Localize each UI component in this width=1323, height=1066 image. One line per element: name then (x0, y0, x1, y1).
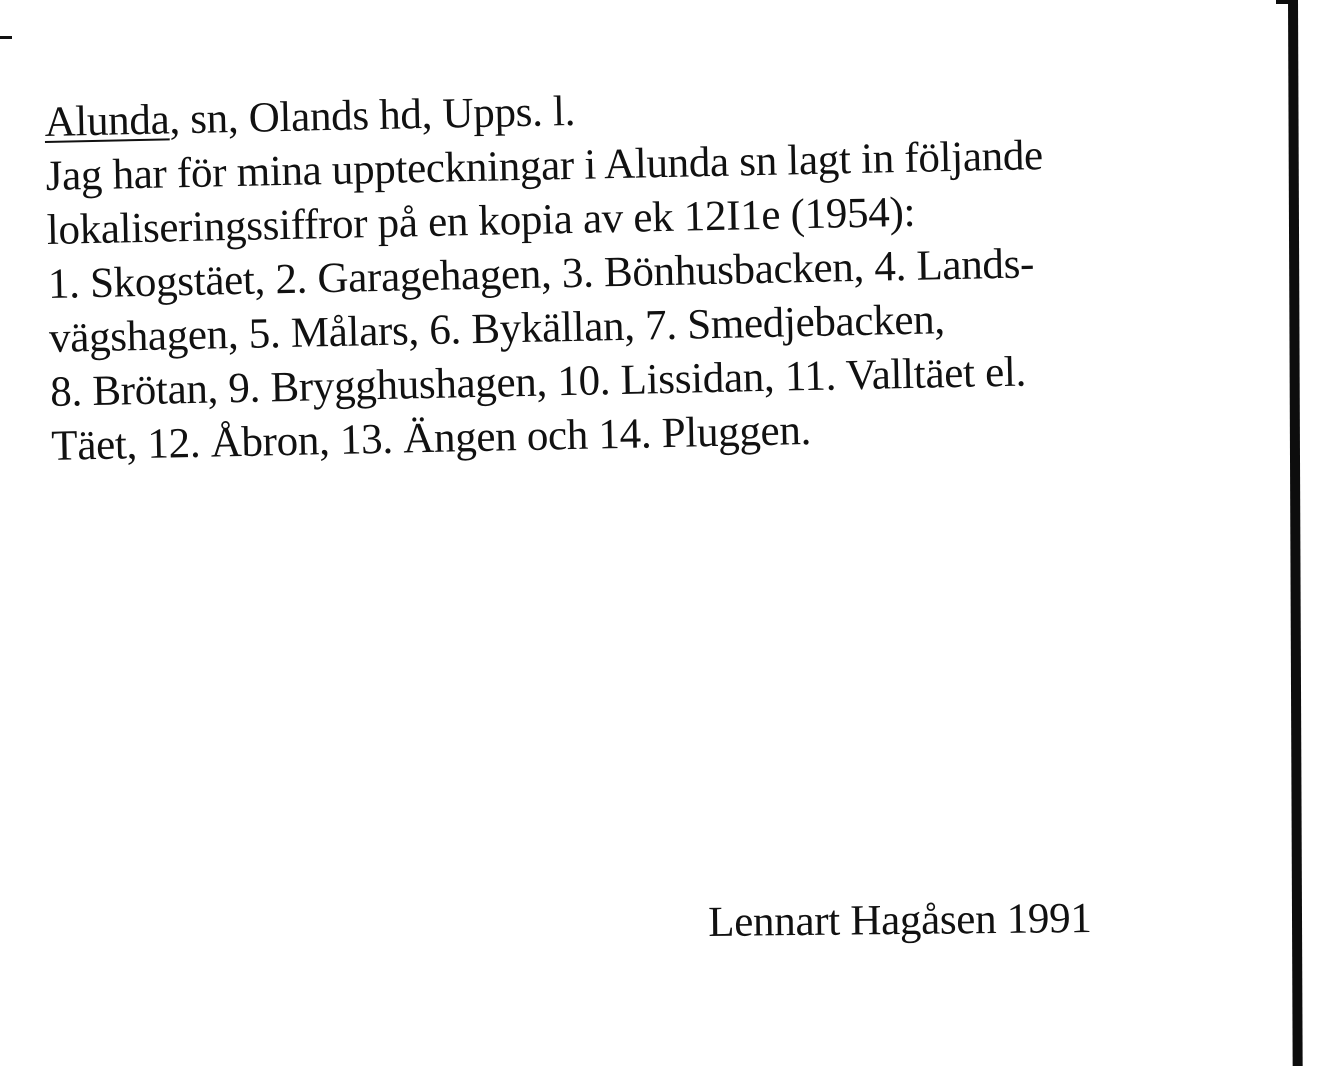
text-line-3: 1. Skogstäet, 2. Garagehagen, 3. Bönhusbacken, 4. Lands- (47, 240, 1035, 308)
card-body (44, 71, 1262, 474)
signature: Lennart Hagåsen 1991 (708, 894, 1092, 946)
text-line-6: Täet, 12. Åbron, 13. Ängen och 14. Pluggen. (50, 407, 812, 470)
text-line-5: 8. Brötan, 9. Brygghushagen, 10. Lissidan, 11. Valltäet el. (49, 348, 1027, 416)
place-details: , sn, Olands hd, Upps. l. (168, 87, 576, 144)
scan-mark (0, 36, 12, 39)
text-line-1: Jag har för mina uppteckningar i Alunda sn lagt in följande (45, 132, 1044, 200)
text-line-4: vägshagen, 5. Målars, 6. Bykällan, 7. Smedjebacken, (48, 296, 946, 362)
place-name: Alunda (44, 96, 170, 146)
text-line-2: lokaliseringssiffror på en kopia av ek 12I1e (1954): (46, 188, 916, 254)
scan-edge-border (1288, 0, 1303, 1066)
